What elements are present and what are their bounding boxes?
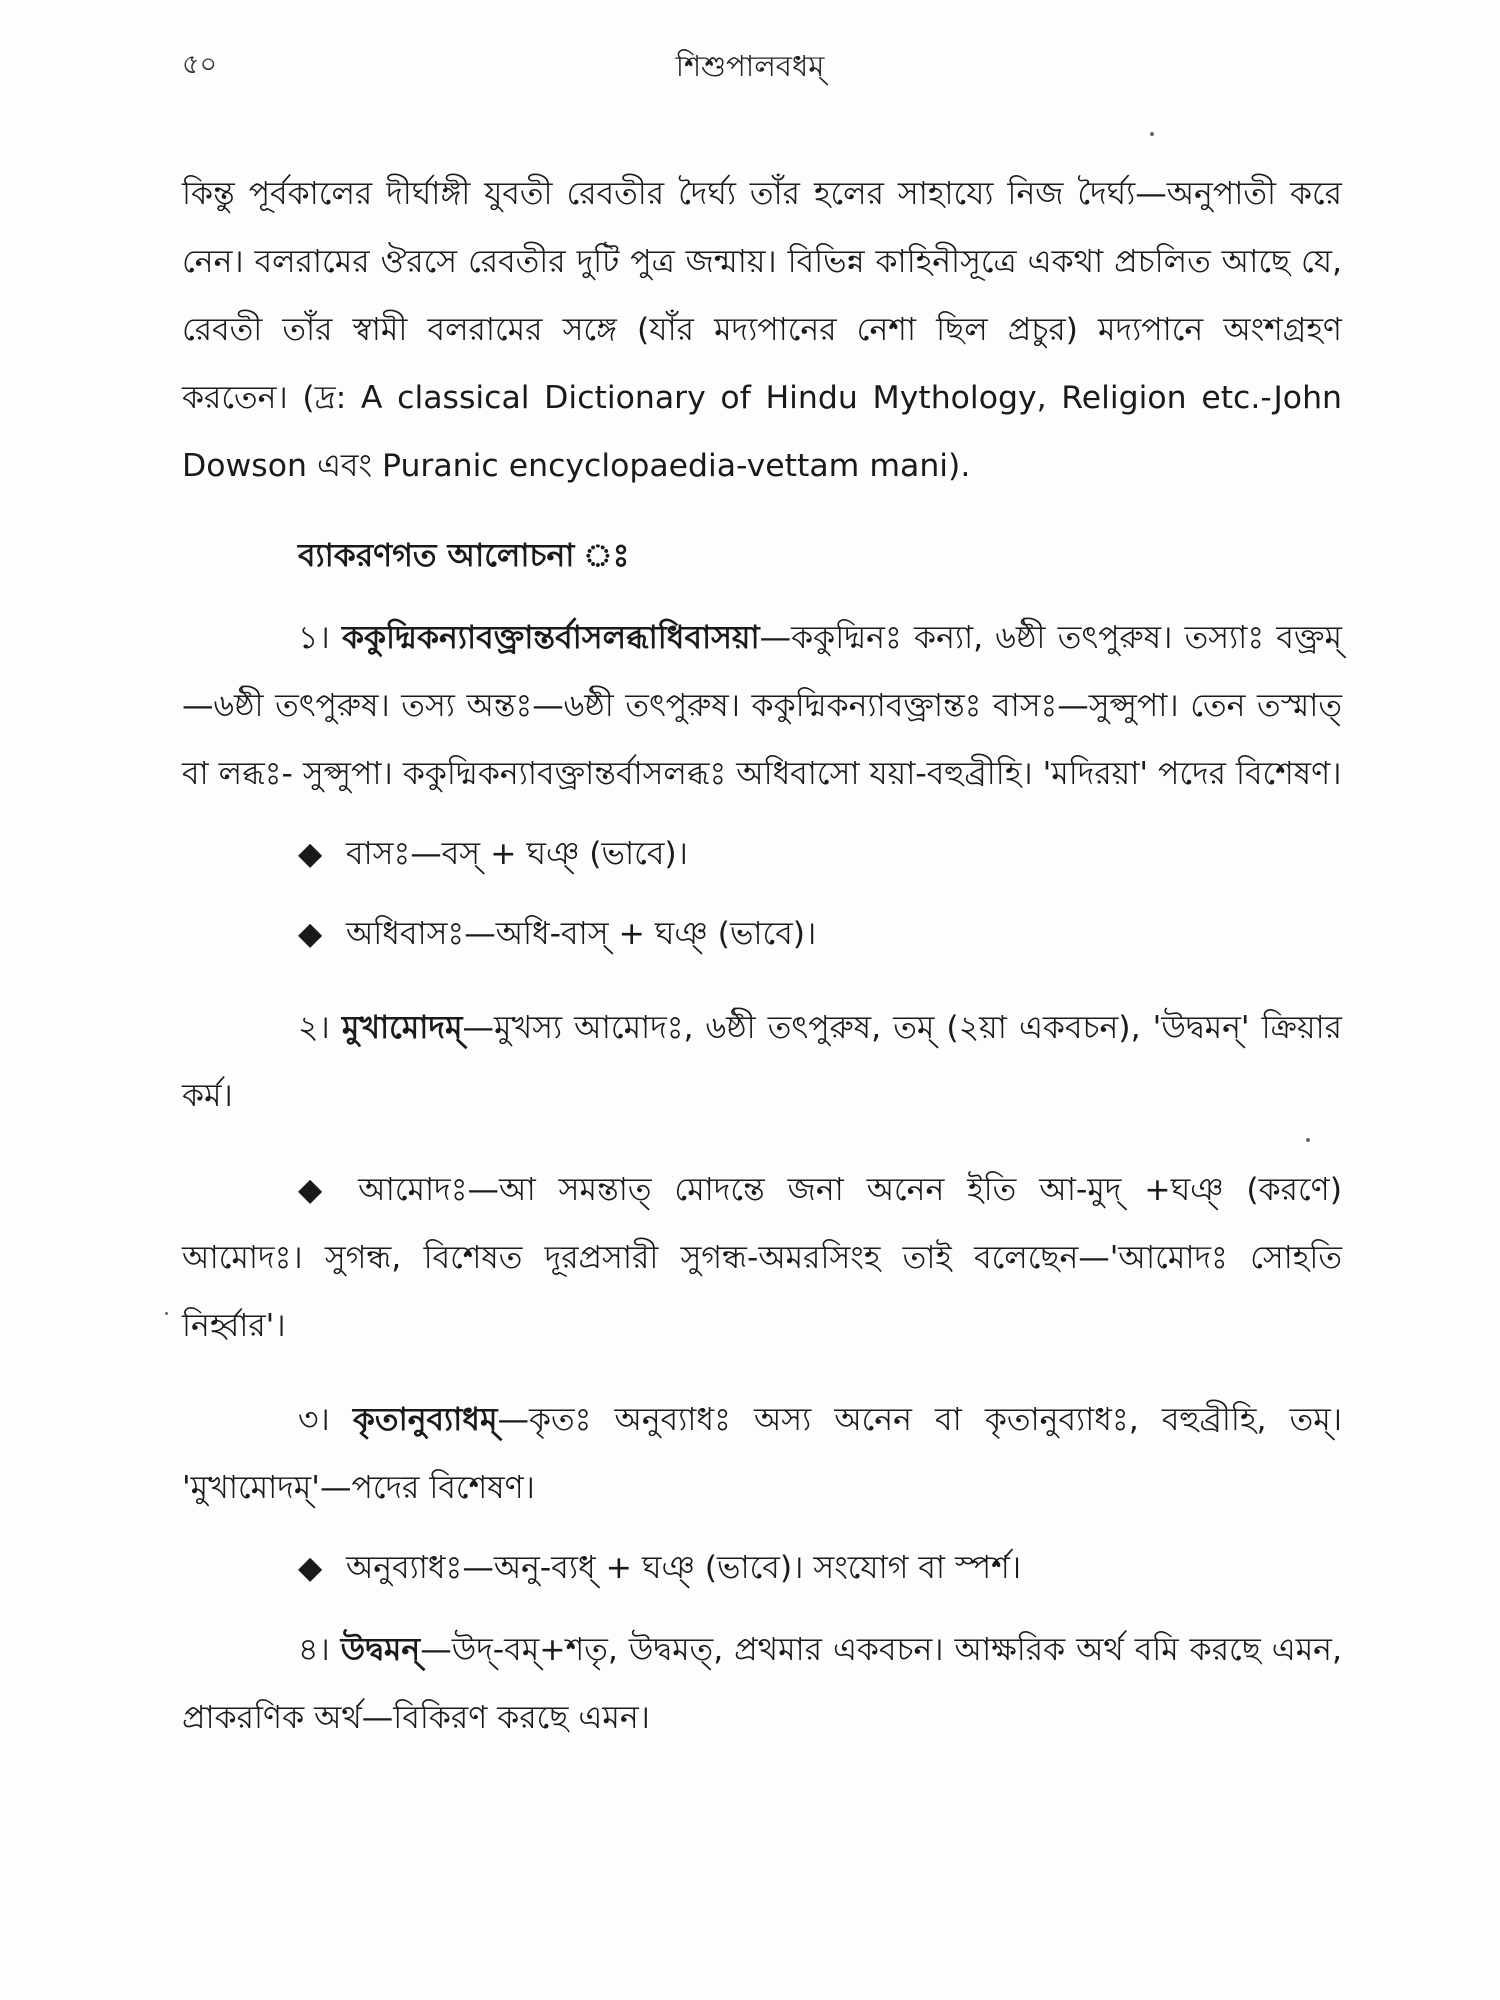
section-heading: ব্যাকরণগত আলোচনা ঃ — [298, 538, 630, 574]
bullet-text: অনুব্যাধঃ—অনু-ব্যধ্ + ঘঞ্ (ভাবে)। সংযোগ বা স্পর্শ। — [346, 1550, 1022, 1586]
item-explanation: —কৃতঃ অনুব্যাধঃ অস্য অনেন বা কৃতানুব্যাধঃ, বহুব্রীহি, তম্। 'মুখামোদম্'—পদের বিশেষণ। — [182, 1402, 1342, 1506]
diamond-bullet-icon: ◆ — [298, 1172, 336, 1208]
grammar-item-3 — [182, 1386, 1342, 1522]
item-term: মুখামোদম্ — [341, 1010, 463, 1046]
item-explanation: —ককুদ্মিনঃ কন্যা, ৬ষ্ঠী তৎপুরুষ। তস্যাঃ বক্ত্রম্—৬ষ্ঠী তৎপুরুষ। তস্য অন্তঃ—৬ষ্ঠী তৎপুরুষ। ককুদ্মিকন্যাবক্ত্রান্তঃ বাসঃ—সুপ্সুপা। তেন তস্মাত্ বা লব্ধঃ- সুপ্সুপা। ককুদ্মিকন্যাবক্ত্রান্তর্বাসলব্ধঃ অধিবাসো যয়া-বহুব্রীহি। 'মদিরয়া' পদের বিশেষণ। — [182, 620, 1342, 792]
bullet-item-long — [182, 1156, 1342, 1360]
grammar-item-1 — [182, 604, 1342, 808]
bullet-text: অধিবাসঃ—অধি-বাস্ + ঘঞ্ (ভাবে)। — [346, 916, 817, 952]
intro-paragraph: কিন্তু পূর্বকালের দীর্ঘাঙ্গী যুবতী রেবতীর দৈর্ঘ্য তাঁর হলের সাহায্যে নিজ দৈর্ঘ্য—অনুপাতী করে নেন। বলরামের ঔরসে রেবতীর দুটি পুত্র জন্মায়। বিভিন্ন কাহিনীসূত্রে একথা প্রচলিত আছে যে, রেবতী তাঁর স্বামী বলরামের সঙ্গে (যাঁর মদ্যপানের নেশা ছিল প্রচুর) মদ্যপানে অংশগ্রহণ করতেন। (দ্র: A classical Dictionary of Hindu Mythology, Religion etc.-John Dowson এবং Puranic encyclopaedia-vettam mani). — [182, 176, 1342, 484]
bullet-text: আমোদঃ—আ সমন্তাত্ মোদন্তে জনা অনেন ইতি আ-মুদ্ +ঘঞ্ (করণে) আমোদঃ। সুগন্ধ, বিশেষত দূরপ্রসারী সুগন্ধ-অমরসিংহ তাই বলেছেন—'আমোদঃ সোহতি নির্হ্বার'। — [182, 1172, 1343, 1344]
bullet-item — [298, 820, 1342, 888]
diamond-bullet-icon: ◆ — [298, 836, 323, 872]
item-number: ৩। — [298, 1402, 353, 1438]
item-number: ২। — [298, 1010, 342, 1046]
page-number: ৫০ — [182, 49, 218, 80]
print-speck — [165, 1312, 168, 1315]
grammar-item-4 — [182, 1616, 1342, 1752]
bullet-item — [298, 1534, 1342, 1602]
item-number: ১। — [298, 620, 342, 656]
print-speck — [1150, 132, 1154, 136]
bullet-item — [298, 900, 1342, 968]
print-speck — [1306, 1138, 1310, 1142]
item-explanation: —মুখস্য আমোদঃ, ৬ষ্ঠী তৎপুরুষ, তম্ (২য়া একবচন), 'উদ্বমন্' ক্রিয়ার কর্ম। — [182, 1010, 1342, 1114]
grammar-item-2 — [182, 994, 1342, 1130]
item-explanation: —উদ্-বম্+শতৃ, উদ্বমত্, প্রথমার একবচন। আক্ষরিক অর্থ বমি করছে এমন, প্রাকরণিক অর্থ—বিকিরণ করছে এমন। — [182, 1632, 1342, 1736]
page-body — [182, 160, 1342, 1752]
item-number: ৪। — [298, 1632, 341, 1668]
bullet-text: বাসঃ—বস্ + ঘঞ্ (ভাবে)। — [346, 836, 688, 872]
diamond-bullet-icon: ◆ — [298, 1550, 323, 1586]
item-term: কৃতানুব্যাধম্ — [352, 1402, 498, 1438]
item-term: ককুদ্মিকন্যাবক্ত্রান্তর্বাসলব্ধাধিবাসয়া — [341, 620, 760, 656]
item-term: উদ্বমন্ — [340, 1632, 421, 1668]
diamond-bullet-icon: ◆ — [298, 916, 323, 952]
running-title: শিশুপালবধম্ — [675, 49, 825, 83]
